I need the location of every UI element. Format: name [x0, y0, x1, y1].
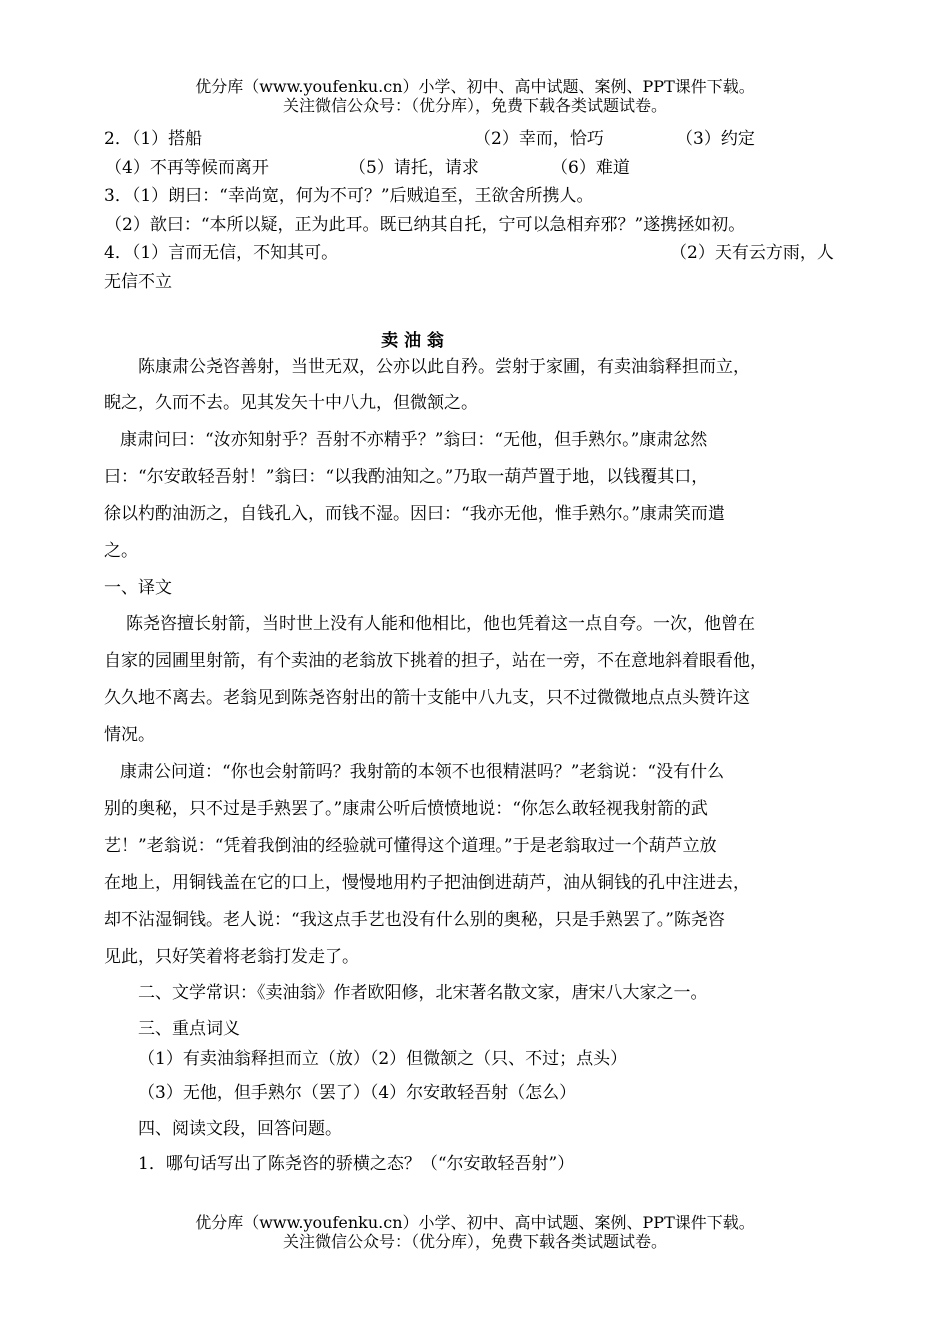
translation-line: 艺！”老翁说：“凭着我倒油的经验就可懂得这个道理。”于是老翁取过一个葫芦立放: [104, 836, 717, 856]
header-line-1: 优分库（www.youfenku.cn）小学、初中、高中试题、案例、PPT课件下载。: [195, 77, 755, 96]
article-line: 睨之，久而不去。见其发矢十中八九，但微颔之。: [104, 393, 478, 413]
answer-3-line-1: 3．（1）朗曰：“幸尚宽，何为不可？”后贼追至，王欲舍所携人。: [104, 186, 594, 206]
article-line: 曰：“尔安敢轻吾射！”翁曰：“以我酌油知之。”乃取一葫芦置于地，以钱覆其口，: [104, 467, 709, 487]
translation-line: 自家的园圃里射箭，有个卖油的老翁放下挑着的担子，站在一旁，不在意地斜着眼看他，: [104, 651, 767, 671]
footer-line-1: 优分库（www.youfenku.cn）小学、初中、高中试题、案例、PPT课件下载。: [195, 1213, 755, 1232]
answer-2-item-4: （4）不再等候而离开: [105, 158, 269, 178]
footer-line-2: 关注微信公众号：（优分库），免费下载各类试题试卷。: [282, 1232, 667, 1251]
article-line: 之。: [104, 541, 138, 561]
translation-line: 见此，只好笑着将老翁打发走了。: [104, 947, 359, 967]
reading-question-1: 1．哪句话写出了陈尧咨的骄横之态？（“尔安敢轻吾射”）: [138, 1154, 575, 1174]
answer-4-line-3: 无信不立: [104, 272, 172, 292]
translation-heading: 一、译文: [104, 578, 172, 598]
vocabulary-line-2: （3）无他，但手熟尔（罢了）（4）尔安敢轻吾射（怎么）: [138, 1083, 577, 1103]
answer-2-item-6: （6）难道: [551, 158, 630, 178]
translation-line: 在地上，用铜钱盖在它的口上，慢慢地用杓子把油倒进葫芦，油从铜钱的孔中注进去，: [104, 873, 750, 893]
answer-2-item-2: （2）幸而，恰巧: [474, 129, 604, 149]
answer-2-item-5: （5）请托，请求: [349, 158, 479, 178]
answer-2-item-1: 2．（1）搭船: [104, 129, 203, 149]
translation-line: 久久地不离去。老翁见到陈尧咨射出的箭十支能中八九支，只不过微微地点点头赞许这: [104, 688, 750, 708]
translation-line: 别的奥秘，只不过是手熟罢了。”康肃公听后愤愤地说：“你怎么敢轻视我射箭的武: [104, 799, 708, 819]
header-line-2: 关注微信公众号：（优分库），免费下载各类试题试卷。: [282, 96, 667, 115]
article-line: 陈康肃公尧咨善射，当世无双，公亦以此自矜。尝射于家圃，有卖油翁释担而立，: [138, 357, 750, 377]
answer-4-line-2: （2）天有云方雨，人: [670, 243, 834, 263]
answer-3-line-2: （2）歆曰：“本所以疑，正为此耳。既已纳其自托，宁可以急相弃邪？”遂携拯如初。: [105, 215, 746, 235]
article-line: 康肃问曰：“汝亦知射乎？吾射不亦精乎？”翁曰：“无他，但手熟尔。”康肃忿然: [120, 430, 708, 450]
translation-line: 却不沾湿铜钱。老人说：“我这点手艺也没有什么别的奥秘，只是手熟罢了。”陈尧咨: [104, 910, 725, 930]
translation-line: 情况。: [104, 725, 155, 745]
article-line: 徐以杓酌油沥之，自钱孔入，而钱不湿。因曰：“我亦无他，惟手熟尔。”康肃笑而遣: [104, 504, 725, 524]
translation-line: 陈尧咨擅长射箭，当时世上没有人能和他相比，他也凭着这一点自夸。一次，他曾在: [126, 614, 755, 634]
translation-line: 康肃公问道：“你也会射箭吗？我射箭的本领不也很精湛吗？”老翁说：“没有什么: [120, 762, 725, 782]
vocabulary-heading: 三、重点词义: [138, 1019, 240, 1039]
vocabulary-line-1: （1）有卖油翁释担而立（放）（2）但微颔之（只、不过；点头）: [138, 1049, 628, 1069]
article-title: 卖 油 翁: [381, 331, 444, 351]
reading-heading: 四、阅读文段，回答问题。: [138, 1119, 342, 1139]
literary-knowledge: 二、文学常识：《卖油翁》作者欧阳修，北宋著名散文家，唐宋八大家之一。: [138, 983, 708, 1003]
answer-4-line-1: 4．（1）言而无信，不知其可。: [104, 243, 339, 263]
answer-2-item-3: （3）约定: [676, 129, 755, 149]
